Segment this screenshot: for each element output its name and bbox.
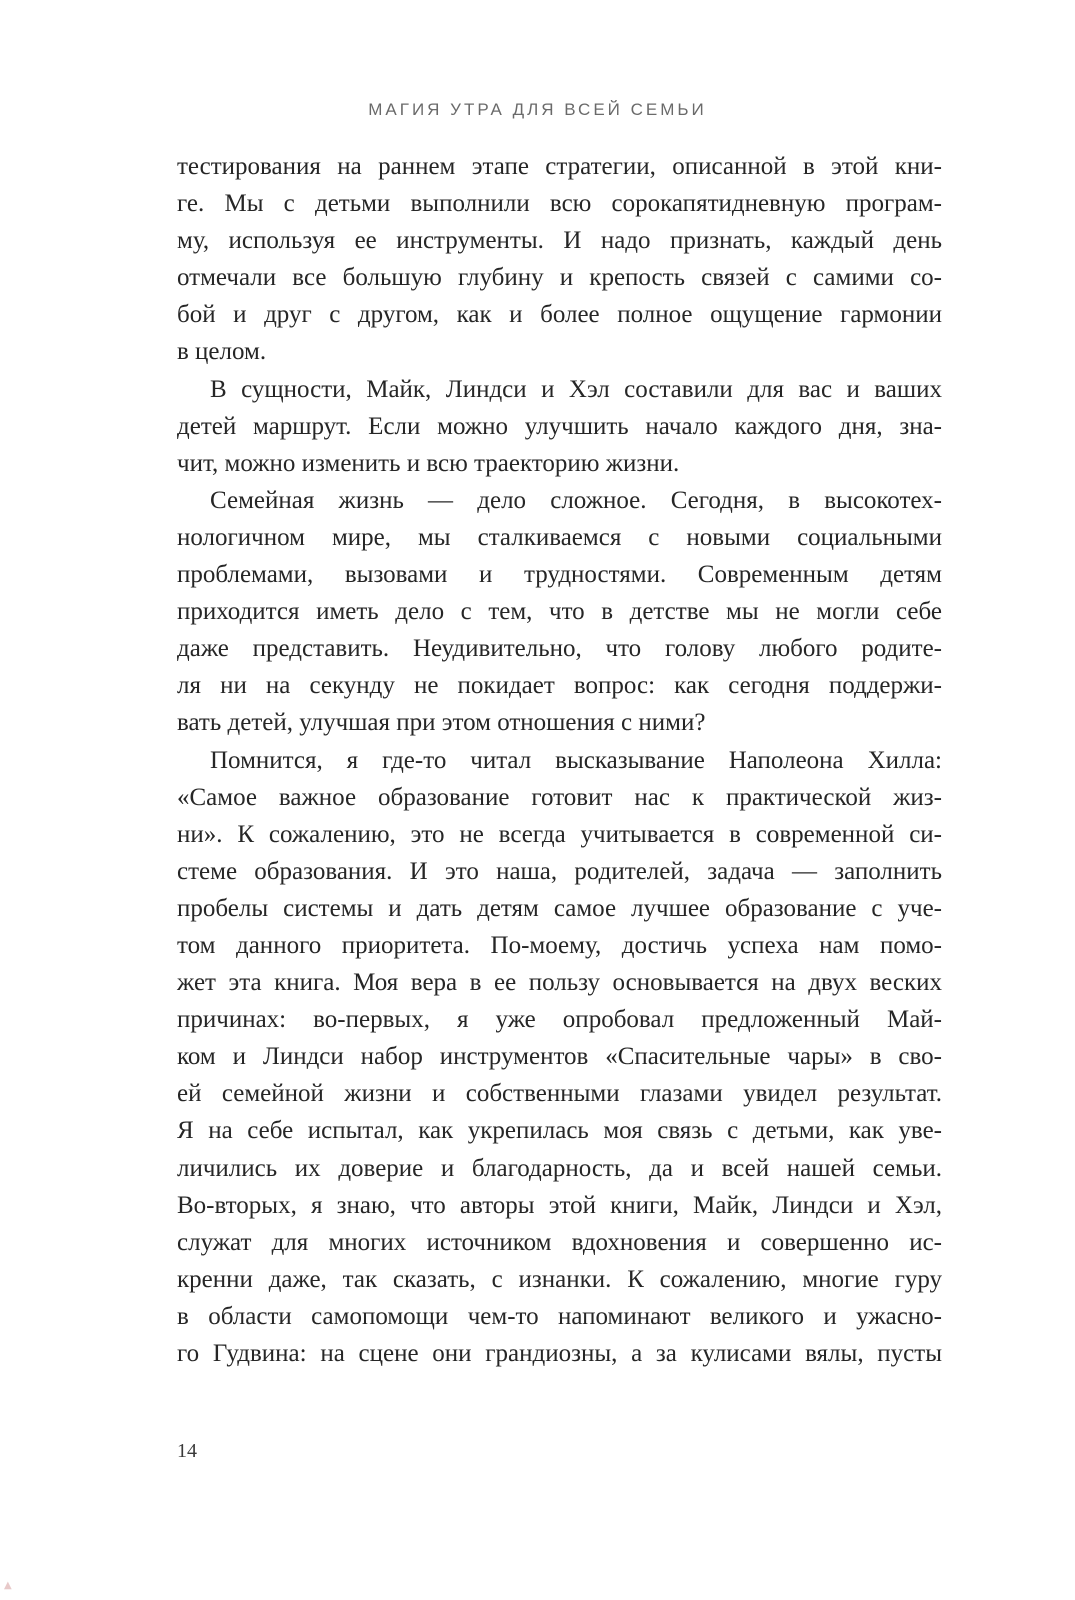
- text-line: детей маршрут. Если можно улучшить начало каждого дня, зна-: [177, 412, 942, 440]
- paragraph-first-line: Помнится, я где-то читал высказывание Наполеона Хилла:: [210, 746, 942, 774]
- text-line: ни». К сожалению, это не всегда учитывается в современной си-: [177, 820, 942, 848]
- text-line: тестирования на раннем этапе стратегии, описанной в этой кни-: [177, 153, 942, 180]
- page-number: 14: [177, 1440, 197, 1462]
- text-line: служат для многих источником вдохновения и совершенно ис-: [177, 1228, 942, 1256]
- text-line: нологичном мире, мы сталкиваемся с новыми социальными: [177, 523, 942, 551]
- text-line: го Гудвина: на сцене они грандиозны, а за кулисами вялы, пусты: [177, 1340, 942, 1367]
- text-line: жет эта книга. Моя вера в ее пользу основывается на двух веских: [177, 969, 942, 997]
- corner-arrow-icon: ▲: [4, 1580, 12, 1591]
- text-line: в области самопомощи чем-то напоминают великого и ужасно-: [177, 1302, 942, 1330]
- text-line: причинах: во-первых, я уже опробовал предложенный Май-: [177, 1006, 942, 1034]
- text-line: ге. Мы с детьми выполнили всю сорокапятидневную програм-: [177, 190, 942, 218]
- text-line: бой и друг с другом, как и более полное ощущение гармонии: [177, 301, 942, 329]
- text-line: му, используя ее инструменты. И надо признать, каждый день: [177, 227, 942, 255]
- text-line: кренни даже, так сказать, с изнанки. К сожалению, многие гуру: [177, 1265, 942, 1293]
- paragraph-first-line: В сущности, Майк, Линдси и Хэл составили для вас и ваших: [210, 375, 942, 403]
- text-line: в целом.: [177, 338, 267, 366]
- text-line: отмечали все большую глубину и крепость связей с самими со-: [177, 264, 942, 292]
- paragraph-first-line: Семейная жизнь — дело сложное. Сегодня, в высокотех-: [210, 486, 942, 514]
- text-line: вать детей, улучшая при этом отношения с ними?: [177, 709, 706, 737]
- body-text: [177, 148, 942, 1372]
- text-line: приходится иметь дело с тем, что в детстве мы не могли себе: [177, 598, 942, 626]
- text-line: чит, можно изменить и всю траекторию жизни.: [177, 449, 680, 477]
- text-line: ей семейной жизни и собственными глазами увидел результат.: [177, 1080, 942, 1108]
- running-header: МАГИЯ УТРА ДЛЯ ВСЕЙ СЕМЬИ: [368, 100, 707, 119]
- text-line: личились их доверие и благодарность, да и всей нашей семьи.: [177, 1154, 942, 1182]
- text-line: ля ни на секунду не покидает вопрос: как сегодня поддержи-: [177, 672, 942, 700]
- text-line: том данного приоритета. По-моему, достичь успеха нам помо-: [177, 931, 942, 959]
- text-line: ком и Линдси набор инструментов «Спасительные чары» в сво-: [177, 1043, 942, 1071]
- text-line: стеме образования. И это наша, родителей, задача — заполнить: [177, 857, 942, 885]
- text-line: даже представить. Неудивительно, что голову любого родите-: [177, 635, 942, 663]
- text-line: Во-вторых, я знаю, что авторы этой книги, Майк, Линдси и Хэл,: [177, 1191, 942, 1219]
- text-line: проблемами, вызовами и трудностями. Современным детям: [177, 561, 942, 589]
- text-line: «Самое важное образование готовит нас к практической жиз-: [177, 783, 942, 811]
- text-line: пробелы системы и дать детям самое лучшее образование с уче-: [177, 894, 942, 922]
- text-line: Я на себе испытал, как укрепилась моя связь с детьми, как уве-: [177, 1117, 942, 1145]
